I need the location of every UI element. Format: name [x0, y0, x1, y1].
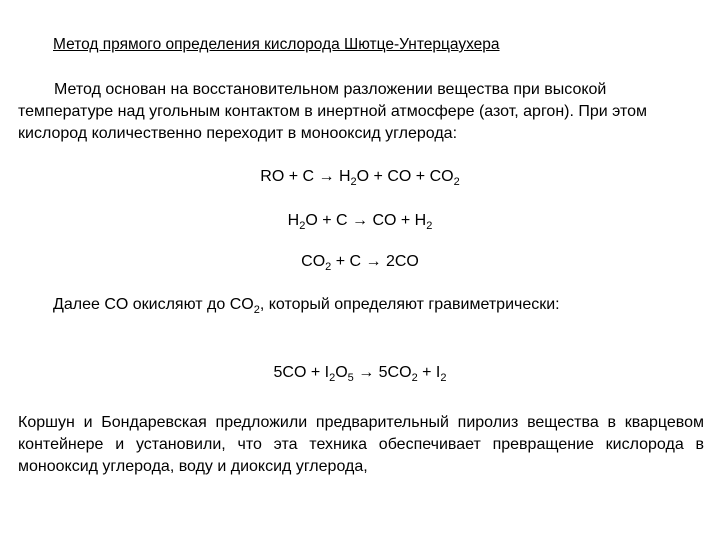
- equation-4-part-d: + I: [417, 364, 441, 381]
- equation-4-sub-2: 5: [347, 372, 354, 385]
- slide-title: Метод прямого определения кислорода Шютце-Унтерцаухера: [53, 36, 500, 53]
- equation-4: [0, 364, 720, 385]
- equation-3-sub-1: 2: [325, 261, 332, 274]
- equation-4-part-b: O: [335, 364, 348, 381]
- equation-1-sub-2: 2: [453, 176, 460, 189]
- equation-2: [0, 212, 720, 233]
- equation-4-sub-4: 2: [440, 372, 447, 385]
- final-paragraph: Коршун и Бондаревская предложили предварительный пиролиз вещества в кварцевом контейнере и установили, что эта техника обеспечивает превращение кислорода в монооксид углерода, воду и диоксид углерода,: [18, 414, 704, 475]
- then-sub-1: 2: [253, 304, 260, 317]
- then-part-b: , который определяют гравиметрически:: [259, 296, 560, 313]
- equation-1-part-b: O + CO + CO: [356, 168, 454, 185]
- equation-3-part-b: + C → 2CO: [331, 253, 419, 270]
- equation-2-sub-2: 2: [426, 220, 433, 233]
- equation-2-part-b: O + C → CO + H: [305, 212, 427, 229]
- equation-4-sub-3: 2: [411, 372, 418, 385]
- equation-1-sub-1: 2: [350, 176, 357, 189]
- equation-3: [0, 253, 720, 274]
- equation-2-sub-1: 2: [299, 220, 306, 233]
- equation-4-part-a: 5CO + I: [273, 364, 330, 381]
- equation-4-part-c: → 5CO: [353, 364, 412, 381]
- equation-1-part-a: RO + C → H: [260, 168, 351, 185]
- equation-3-part-a: CO: [301, 253, 326, 270]
- equation-1: [0, 168, 720, 189]
- then-paragraph: [53, 296, 560, 317]
- equation-2-part-a: H: [287, 212, 300, 229]
- intro-paragraph: Метод основан на восстановительном разложении вещества при высокой температуре над угольным контактом в инертной атмосфере (азот, аргон). При этом кислород количественно переходит в монооксид углерода:: [18, 81, 648, 142]
- equation-4-sub-1: 2: [329, 372, 336, 385]
- then-part-a: Далее CO окисляют до CO: [53, 296, 254, 313]
